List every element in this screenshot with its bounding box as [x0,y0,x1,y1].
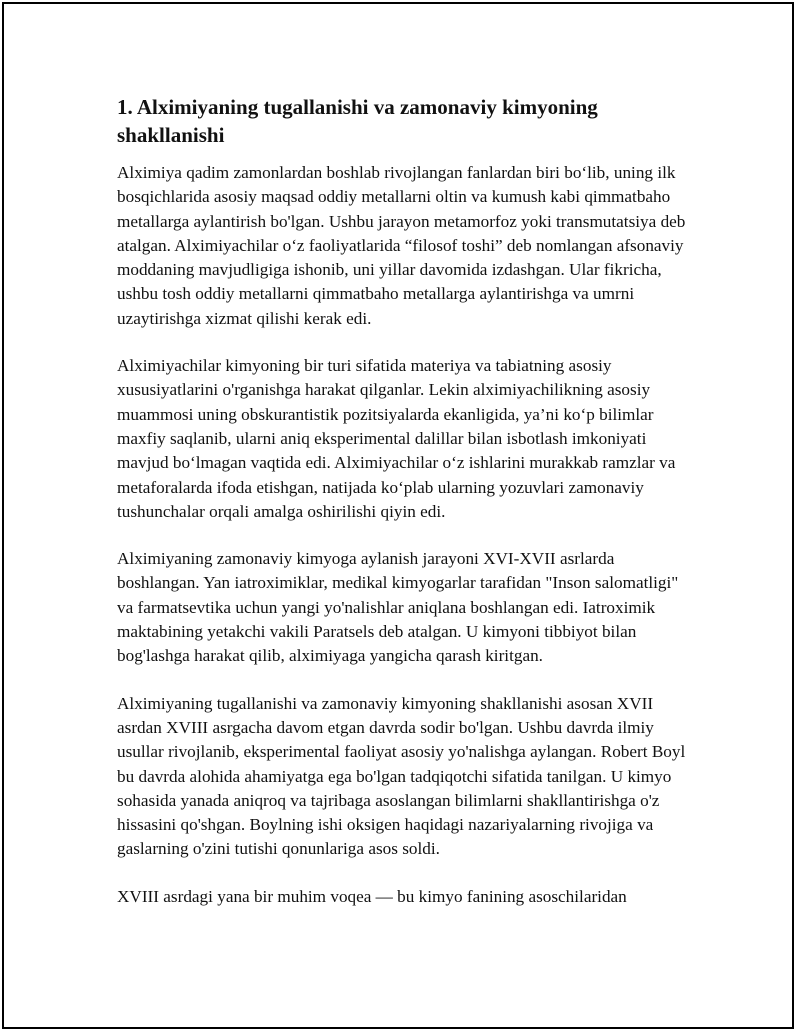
paragraph-2: Alximiyachilar kimyoning bir turi sifatida materiya va tabiatning asosiy xususiyatlarini o'rganishga harakat qilganlar. Lekin alximiyachilikning asosiy muammosi uning obskurantistik pozitsiyalarda ekanligida, ya’ni ko‘p bilimlar maxfiy saqlanib, ularni aniq eksperimental dalillar bilan isbotlash imkoniyati mavjud bo‘lmagan vaqtida edi. Alximiyachilar o‘z ishlarini murakkab ramzlar va metaforalarda ifoda etishgan, natijada ko‘plab ularning yozuvlari zamonaviy tushunchalar orqali amalga oshirilishi qiyin edi. [117,356,676,521]
paragraph-1: Alximiya qadim zamonlardan boshlab rivojlangan fanlardan biri bo‘lib, uning ilk bosqichlarida asosiy maqsad oddiy metallarni oltin va kumush kabi qimmatbaho metallarga aylantirish bo'lgan. Ushbu jarayon metamorfoz yoki transmutatsiya deb atalgan. Alximiyachilar o‘z faoliyatlarida “filosof toshi” deb nomlangan afsonaviy moddaning mavjudligiga ishonib, uni yillar davomida izdashgan. Ular fikricha, ushbu tosh oddiy metallarni qimmatbaho metallarga aylantirishga va umrni uzaytirishga xizmat qilishi kerak edi. [117,163,686,328]
paragraph-4: Alximiyaning tugallanishi va zamonaviy kimyoning shakllanishi asosan XVII asrdan XVIII asrgacha davom etgan davrda sodir bo'lgan. Ushbu davrda ilmiy usullar rivojlanib, eksperimental faoliyat asosiy yo'nalishga aylangan. Robert Boyl bu davrda alohida ahamiyatga ega bo'lgan tadqiqotchi sifatida tanilgan. U kimyo sohasida yanada aniqroq va tajribaga asoslangan bilimlarni shakllantirishga o'z hissasini qo'shgan. Boylning ishi oksigen haqidagi nazariyalarning rivojiga va gaslarning o'zini tutishi qonunlariga asos soldi. [117,693,686,859]
document-body [117,93,689,932]
section-heading: 1. Alximiyaning tugallanishi va zamonaviy kimyoning shakllanishi [117,95,598,147]
paragraph-3: Alximiyaning zamonaviy kimyoga aylanish jarayoni XVI-XVII asrlarda boshlangan. Yan iatroximiklar, medikal kimyogarlar tarafidan "Inson salomatligi" va farmatsevtika uchun yangi yo'nalishlar aniqlana boshlangan edi. Iatroximik maktabining yetakchi vakili Paratsels deb atalgan. U kimyoni tibbiyot bilan bog'lashga harakat qilib, alximiyaga yangicha qarash kiritgan. [117,549,679,666]
paragraph-5: XVIII asrdagi yana bir muhim voqea — bu kimyo fanining asoschilaridan [117,886,627,906]
